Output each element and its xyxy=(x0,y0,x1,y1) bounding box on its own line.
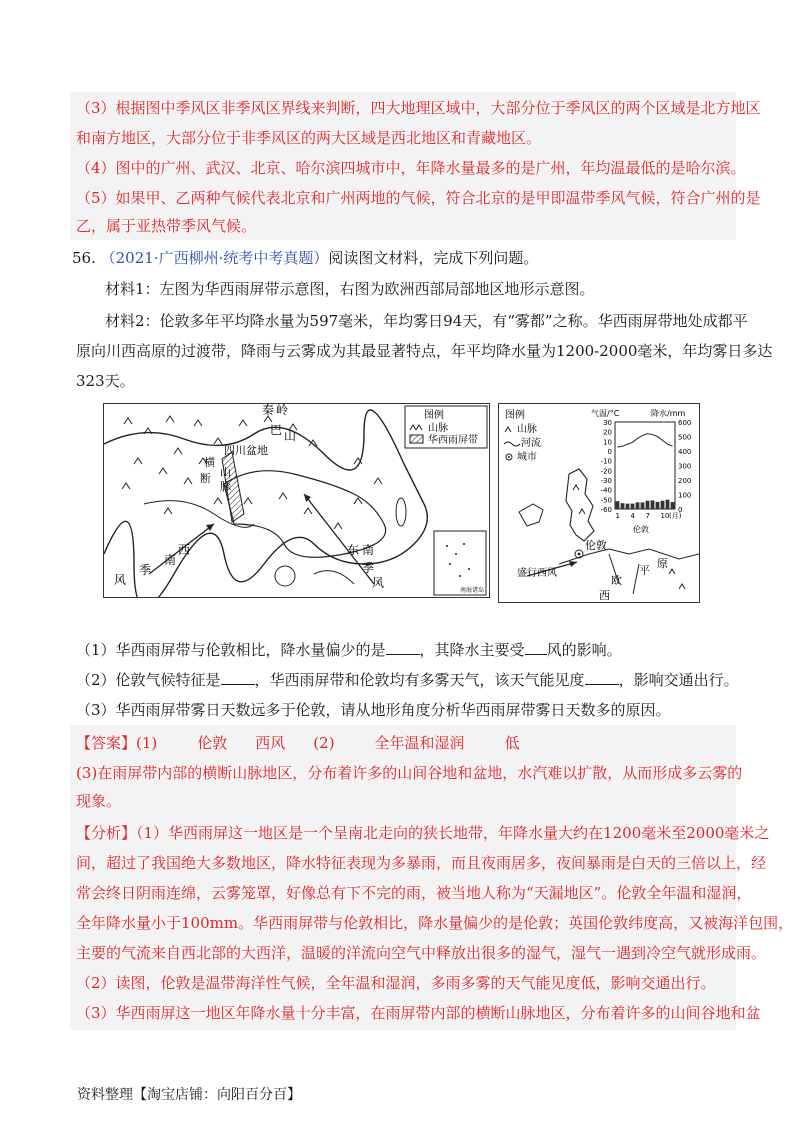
precip-bar xyxy=(666,500,670,509)
continent-outline xyxy=(559,549,699,594)
blank-1[interactable] xyxy=(386,640,420,655)
label-sw-nan: 南 xyxy=(164,553,177,567)
label-se-dong: 东 xyxy=(347,543,360,557)
precip-bars xyxy=(616,500,675,509)
precip-tick-label: 600 xyxy=(678,419,692,427)
analysis-line-5: 主要的气流来自西北部的大西洋，温暖的洋流向空气中释放出很多的湿气，湿气一遇到冷空气就形成雨。 xyxy=(76,944,767,962)
label-qin: 秦 xyxy=(262,404,275,417)
material-1: 材料1：左图为华西雨屏带示意图，右图为欧洲西部局部地区地形示意图。 xyxy=(105,280,595,298)
precip-bar xyxy=(621,503,625,509)
label-sichuan-basin: 四川盆地 xyxy=(224,444,268,457)
temp-tick-label: -20 xyxy=(600,467,612,476)
precip-bar xyxy=(631,504,635,509)
ireland-outline xyxy=(519,504,543,526)
label-mai: 脉 xyxy=(220,480,231,493)
question-intro: 阅读图文材料，完成下列问题。 xyxy=(328,249,539,267)
answer-line-3: （3）根据图中季风区非季风区界线来判断，四大地理区域中，大部分位于季风区的两个区域是北方地区 xyxy=(76,99,761,117)
temp-line xyxy=(618,434,673,448)
label-heng: 横 xyxy=(204,456,215,469)
temp-axis-title: 气温/°C xyxy=(591,409,620,418)
analysis-line-1: 【分析】（1）华西雨屏这一地区是一个呈南北走向的狭长地带，年降水量大约在1200毫米至2000毫米之 xyxy=(76,824,770,842)
mountain-legend-icon-r xyxy=(505,427,511,432)
blank-2[interactable] xyxy=(525,640,547,655)
precip-bar xyxy=(636,502,640,509)
blank-4[interactable] xyxy=(585,670,619,685)
month-tick-label: 7 xyxy=(645,512,650,520)
precip-tick-label: 400 xyxy=(678,448,692,456)
answer-line-5-cont: 乙，属于亚热带季风气候。 xyxy=(76,217,257,235)
answer-line-5: （5）如果甲、乙两种气候代表北京和广州两地的气候，符合北京的是甲即温带季风气候，符合广州的是 xyxy=(76,189,761,207)
question-number: 56. xyxy=(72,249,96,267)
analysis-label: 【分析】 xyxy=(76,824,137,842)
precip-bar xyxy=(616,501,620,509)
precip-tick-label: 200 xyxy=(678,477,692,485)
label-se-nan: 南 xyxy=(362,543,375,557)
precip-tick-label: 0 xyxy=(678,506,683,514)
temp-tick-label: -60 xyxy=(600,506,612,514)
britain-outline xyxy=(566,469,594,541)
precip-bar xyxy=(646,501,650,509)
precip-ticks xyxy=(678,419,691,514)
precip-bar xyxy=(641,502,645,509)
inset-label: 南海诸岛 xyxy=(460,587,485,594)
label-se-ji: 季 xyxy=(362,561,375,575)
answer-line-1-2: 【答案】(1) 伦敦 西风 (2) 全年温和湿润 低 xyxy=(76,734,520,752)
label-ling: 岭 xyxy=(276,404,289,417)
precip-axis-title: 降水/mm xyxy=(651,409,686,418)
label-sw-xi: 西 xyxy=(178,543,191,557)
precip-bar xyxy=(656,502,660,509)
south-china-sea-inset xyxy=(434,531,486,595)
answer-line-3a: (3)在雨屏带内部的横断山脉地区，分布着许多的山间谷地和盆地，水汽难以扩散，从而形成多云雾的 xyxy=(76,764,743,782)
analysis-line-3: 常会终日阴雨连绵，云雾笼罩，好像总有下不完的雨，被当地人称为“天漏地区”。伦敦全年温和湿润， xyxy=(76,884,752,902)
chart-city-label: 伦敦 xyxy=(633,525,649,534)
left-map-svg xyxy=(104,404,489,597)
temp-tick-label: -30 xyxy=(600,477,612,485)
question-2: （2）伦敦气候特征是 ，华西雨屏带和伦敦均有多雾天气，该天气能见度 ，影响交通出行。 xyxy=(76,671,739,689)
material-2-line-3: 323天。 xyxy=(76,372,135,390)
precip-bar xyxy=(661,501,665,509)
label-yuan: 原 xyxy=(657,557,668,570)
temp-tick-label: 20 xyxy=(603,428,612,437)
answer-line-4: （4）图中的广州、武汉、北京、哈尔滨四城市中，年降水量最多的是广州，年均温最低的是哈尔滨。 xyxy=(76,159,746,177)
label-xi: 西 xyxy=(599,589,610,602)
temp-tick-label: -40 xyxy=(600,486,612,495)
footer: 资料整理【淘宝店铺：向阳百分百】 xyxy=(77,1087,301,1103)
precip-tick-label: 300 xyxy=(678,462,692,471)
temp-tick-label: -10 xyxy=(600,457,612,466)
temp-tick-label: 10 xyxy=(603,438,612,447)
london-label: 伦敦 xyxy=(585,539,607,552)
temp-tick-label: 30 xyxy=(603,419,612,427)
hainan-island xyxy=(275,566,295,586)
month-tick-label: 1 xyxy=(615,512,620,520)
right-legend-city: 城市 xyxy=(517,452,537,463)
region-boundary xyxy=(104,410,427,597)
label-se-feng: 风 xyxy=(372,576,385,590)
label-duan: 断 xyxy=(200,472,211,485)
left-legend-rainscreen: 华西雨屏带 xyxy=(428,435,478,446)
westerlies-arrowhead xyxy=(569,561,577,567)
label-ou: 欧 xyxy=(611,574,622,587)
label-sw-feng: 风 xyxy=(114,573,127,587)
right-legend-river: 河流 xyxy=(521,438,541,449)
answer-line-3-cont: 和南方地区，大部分位于非季风区的两大区域是西北地区和青藏地区。 xyxy=(76,129,542,147)
material-2-line-1: 材料2：伦敦多年平均降水量为597毫米，年均雾日94天，有“雾都”之称。华西雨屏带地处成都平 xyxy=(105,312,748,330)
label-shan: 山 xyxy=(284,429,297,443)
label-ping: 平 xyxy=(639,564,650,577)
analysis-line-4: 全年降水量小于100mm。华西雨屏带与伦敦相比，降水量偏少的是伦敦；英国伦敦纬度高，又被海洋包围， xyxy=(76,914,794,932)
label-shan2: 山 xyxy=(220,466,231,479)
precip-bar xyxy=(626,504,630,509)
month-ticks xyxy=(616,512,682,520)
temp-tick-label: -50 xyxy=(600,496,612,505)
answer-label: 【答案】 xyxy=(76,734,137,752)
label-ba: 巴 xyxy=(270,423,283,437)
material-2-line-2: 原向川西高原的过渡带，降雨与云雾成为其最显著特点，年平均降水量为1200-2000毫米，年均雾日多达 xyxy=(76,342,773,360)
right-legend-title: 图例 xyxy=(505,410,525,421)
precip-tick-label: 500 xyxy=(678,433,692,442)
left-legend-mountain: 山脉 xyxy=(428,423,448,434)
analysis-line-6: （2）读图，伦敦是温带海洋性气候，全年温和湿润，多雨多雾的天气能见度低，影响交通出行。 xyxy=(76,974,716,992)
precip-tick-label: 100 xyxy=(678,491,692,500)
precip-bar xyxy=(651,500,655,509)
rainscreen-legend-icon xyxy=(410,435,423,443)
temp-ticks xyxy=(601,419,612,514)
temp-tick-label: 0 xyxy=(607,448,612,456)
right-legend-mountain: 山脉 xyxy=(517,424,537,435)
left-legend-title: 图例 xyxy=(424,410,444,421)
question-3: （3）华西雨屏带雾日天数远多于伦敦，请从地形角度分析华西雨屏带雾日天数多的原因。 xyxy=(76,701,671,719)
analysis-line-2: 间，超过了我国绝大多数地区，降水特征表现为多暴雨，而且夜雨居多，夜间暴雨是白天的三倍以上，经 xyxy=(76,854,767,872)
answer-line-3b: 现象。 xyxy=(76,792,122,810)
question-source-link[interactable]: （2021·广西柳州·统考中考真题） xyxy=(100,249,329,267)
analysis-line-7: （3）华西雨屏这一地区年降水量十分丰富，在雨屏带内部的横断山脉地区，分布着许多的山间谷地和盆 xyxy=(76,1004,761,1022)
label-sw-ji: 季 xyxy=(139,563,152,577)
precip-bar xyxy=(671,502,675,509)
month-tick-label: 4 xyxy=(630,512,635,520)
river-legend-icon xyxy=(504,442,520,446)
question-1: （1）华西雨屏带与伦敦相比，降水量偏少的是 ，其降水主要受 风的影响。 xyxy=(76,641,622,659)
westerlies-label: 盛行西风 xyxy=(517,568,557,579)
month-tick-label: (月) xyxy=(669,512,682,520)
left-map-huaxi-rainscreen xyxy=(103,403,490,598)
blank-3[interactable] xyxy=(221,670,255,685)
question-header xyxy=(72,248,538,268)
taiwan-island xyxy=(396,498,406,526)
month-tick-label: 10 xyxy=(660,512,670,520)
right-map-western-europe xyxy=(498,403,700,603)
coast-line xyxy=(314,571,354,584)
right-map-svg xyxy=(499,404,699,602)
